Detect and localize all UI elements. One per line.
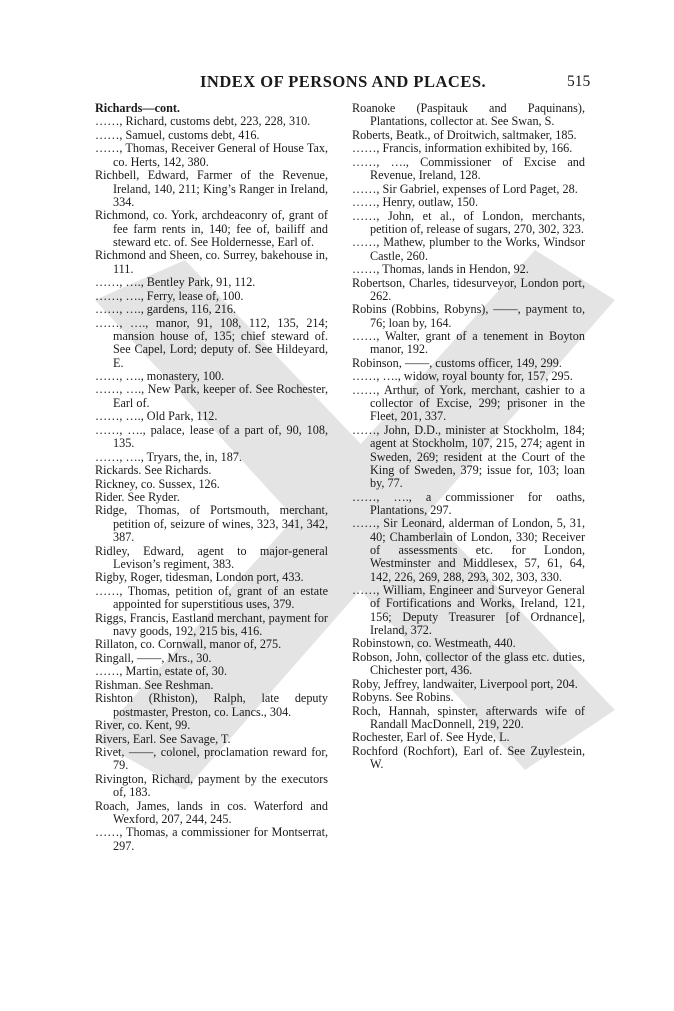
index-entry: Rishton (Rhiston), Ralph, late deputy postmaster, Preston, co. Lancs., 304. (95, 691, 328, 719)
index-entry: Richmond and Sheen, co. Surrey, bakehouse in, 111. (95, 248, 328, 276)
index-entry: ……, Mathew, plumber to the Works, Windsor Castle, 260. (352, 235, 585, 263)
index-entry: Robertson, Charles, tidesurveyor, London port, 262. (352, 275, 585, 303)
index-entry: ……, …., monastery, 100. (95, 369, 225, 383)
index-entry: Roanoke (Paspitauk and Paquinans), Plantations, collector at. See Swan, S. (352, 101, 585, 129)
index-entry: Rishman. See Reshman. (95, 677, 214, 692)
index-entry: ……, …., Old Park, 112. (95, 409, 218, 424)
index-entry: ……, Thomas, petition of, grant of an estate appointed for superstitious uses, 379. (95, 583, 328, 612)
right-index-column (352, 102, 585, 772)
index-entry: ……, Martin, estate of, 30. (95, 664, 228, 679)
index-entry: ……, …., widow, royal bounty for, 157, 295. (352, 369, 573, 384)
index-entry: Robins (Robbins, Robyns), ——, payment to, 76; loan by, 164. (352, 302, 585, 330)
page-number: 515 (567, 73, 591, 90)
index-entry: Roberts, Beatk., of Droitwich, saltmaker, 185. (352, 127, 577, 142)
index-entry: Richbell, Edward, Farmer of the Revenue, Ireland, 140, 211; King’s Ranger in Ireland, 334. (95, 168, 328, 209)
index-entry: ……, …., Tryars, the, in, 187. (95, 449, 242, 464)
index-entry: ……, Sir Leonard, alderman of London, 5, 31, 40; Chamberlain of London, 330; Receiver of assessments etc. for London, Westminster and Middlesex, 57, 61, 64, 142, 226, 269, 288, 293, 302, 303, 330. (352, 516, 585, 584)
index-entry: ……, …., Ferry, lease of, 100. (95, 288, 244, 303)
index-entry: ……, Sir Gabriel, expenses of Lord Paget, 28. (352, 181, 578, 196)
index-entry: Rivet, ——, colonel, proclamation reward for, 79. (95, 745, 328, 773)
index-entry: ……, Richard, customs debt, 223, 228, 310. (95, 114, 311, 129)
index-entry: ……, …., New Park, keeper of. See Rochester, Earl of. (95, 382, 328, 410)
index-entry: ……, Francis, information exhibited by, 166. (352, 141, 573, 156)
index-entry: ……, Walter, grant of a tenement in Boyton manor, 192. (352, 329, 585, 357)
index-entry: Rickards. See Richards. (95, 463, 212, 478)
index-entry: ……, …., Bentley Park, 91, 112. (95, 275, 256, 290)
index-entry: Rider. See Ryder. (95, 489, 180, 504)
index-entry: ……, John, et al., of London, merchants, petition of, release of sugars, 270, 302, 323. (352, 208, 585, 236)
index-entry: ……, …., manor, 91, 108, 112, 135, 214; mansion house of, 135; chief steward of. See Capel, Lord; deputy of. See Hildeyard, E. (95, 315, 328, 370)
page-header (0, 72, 674, 96)
index-entry: Richards—cont. (95, 101, 180, 115)
index-entry: ……, …., a commissioner for oaths, Plantations, 297. (352, 489, 585, 517)
index-entry: Rivers, Earl. See Savage, T. (95, 731, 231, 746)
index-entry: Roach, James, lands in cos. Waterford and Wexford, 207, 244, 245. (95, 798, 328, 826)
index-entry: Rigby, Roger, tidesman, London port, 433. (95, 570, 304, 585)
index-entry: ……, Thomas, lands in Hendon, 92. (352, 262, 529, 277)
index-entry: Robson, John, collector of the glass etc. duties, Chichester port, 436. (352, 649, 585, 678)
index-entry: Ridley, Edward, agent to major-general Levison’s regiment, 383. (95, 543, 328, 571)
index-entry: Ringall, ——, Mrs., 30. (95, 650, 212, 665)
index-entry: ……, Thomas, a commissioner for Montserrat, 297. (95, 825, 328, 853)
index-entry: ……, Thomas, Receiver General of House Tax, co. Herts, 142, 380. (95, 141, 328, 169)
index-entry: Robinson, ——, customs officer, 149, 299. (352, 355, 562, 370)
index-entry: ……, …., palace, lease of a part of, 90, 108, 135. (95, 422, 328, 451)
index-entry: Rivington, Richard, payment by the executors of, 183. (95, 771, 328, 800)
index-entry: ……, …., Commissioner of Excise and Revenue, Ireland, 128. (352, 154, 585, 183)
index-entry: Riggs, Francis, Eastland merchant, payment for navy goods, 192, 215 bis, 416. (95, 610, 328, 638)
index-entry: River, co. Kent, 99. (95, 718, 191, 733)
index-entry: Rickney, co. Sussex, 126. (95, 476, 220, 491)
index-entry: ……, William, Engineer and Surveyor General of Fortifications and Works, Ireland, 121, 156; Deputy Treasurer [of Ordnance], Ireland, 372. (352, 583, 585, 637)
index-entry: Rochester, Earl of. See Hyde, L. (352, 730, 510, 745)
index-entry: ……, John, D.D., minister at Stockholm, 184; agent at Stockholm, 107, 215, 274; agent in Sweden, 269; resident at the Court of the King of Sweden, 379; issue for, 103; loan by, 77. (352, 422, 585, 491)
index-entry: Richmond, co. York, archdeaconry of, grant of fee farm rents in, 140; fee of, bailiff and steward etc. of. See Holdernesse, Earl of. (95, 208, 328, 249)
index-entry: ……, …., gardens, 116, 216. (95, 302, 237, 317)
index-entry: Robyns. See Robins. (352, 690, 454, 705)
index-entry: ……, Samuel, customs debt, 416. (95, 127, 260, 142)
index-entry: Rillaton, co. Cornwall, manor of, 275. (95, 637, 282, 652)
running-title: INDEX OF PERSONS AND PLACES. (200, 72, 487, 91)
index-entry: Rochford (Rochfort), Earl of. See Zuylestein, W. (352, 743, 585, 772)
index-entry: Roch, Hannah, spinster, afterwards wife of Randall MacDonnell, 219, 220. (352, 703, 585, 731)
index-entry: Robinstown, co. Westmeath, 440. (352, 636, 516, 651)
index-entry: Roby, Jeffrey, landwaiter, Liverpool port, 204. (352, 676, 578, 691)
index-entry: ……, Henry, outlaw, 150. (352, 195, 479, 210)
left-index-column (95, 102, 328, 853)
index-entry: Ridge, Thomas, of Portsmouth, merchant, petition of, seizure of wines, 323, 341, 342, 387. (95, 503, 328, 545)
index-entry: ……, Arthur, of York, merchant, cashier to a collector of Excise, 299; prisoner in the Fleet, 201, 337. (352, 382, 585, 424)
